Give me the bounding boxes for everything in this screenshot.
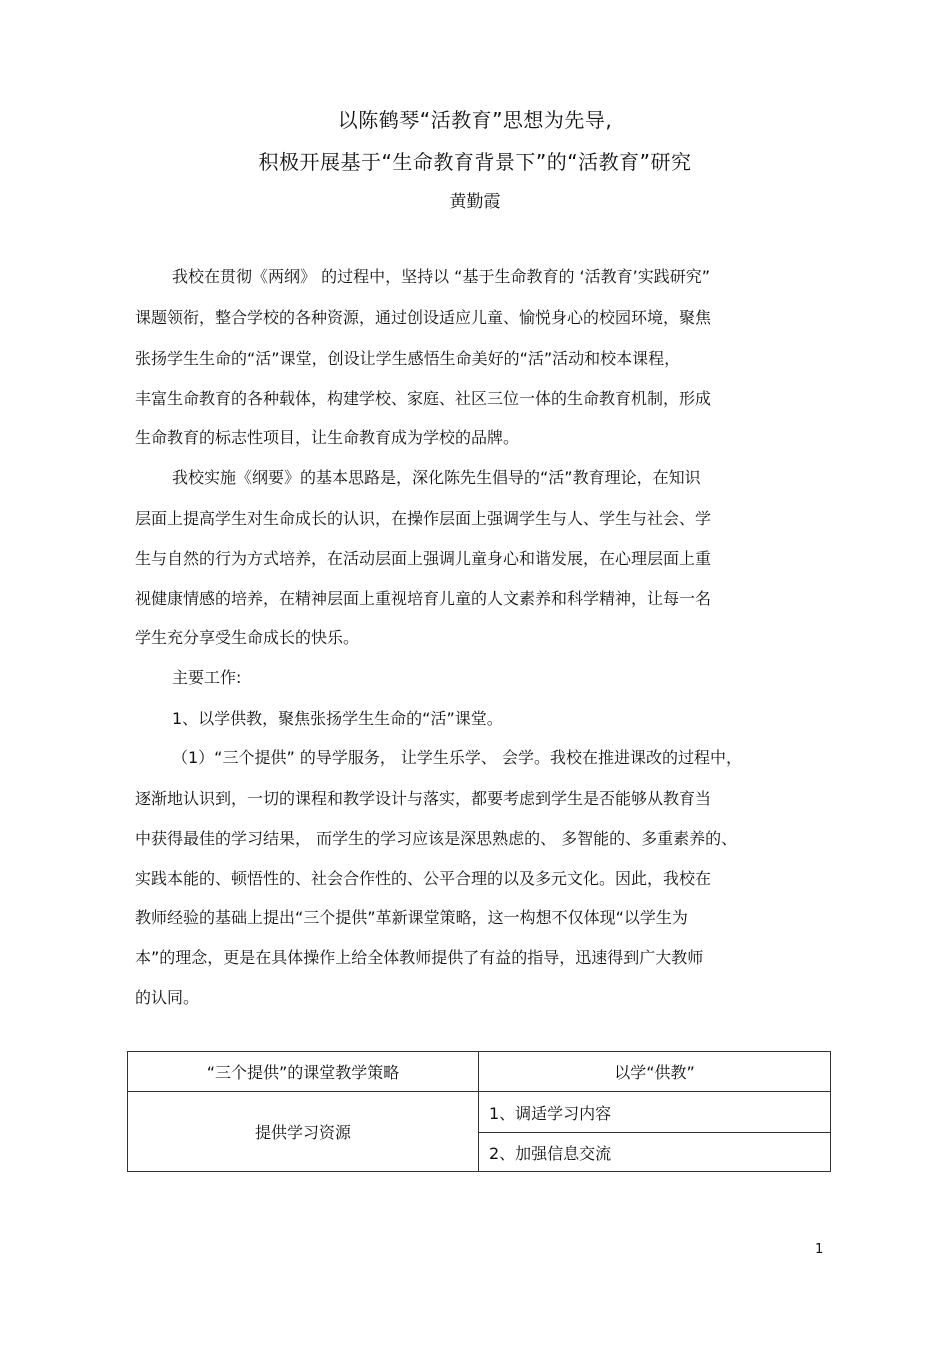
paragraph-3-line: 教师经验的基础上提出“三个提供”革新课堂策略，这一构想不仅体现“以学生为 <box>135 908 688 927</box>
paragraph-2-line: 层面上提高学生对生命成长的认识，在操作层面上强调学生与人、学生与社会、学 <box>135 509 712 528</box>
paragraph-2-line: 学生充分享受生命成长的快乐。 <box>135 628 360 647</box>
table-header-learning: 以学“供教” <box>479 1052 831 1092</box>
main-work-heading: 主要工作: <box>172 668 242 687</box>
title-line-2: 积极开展基于“生命教育背景下”的“活教育”研究 <box>258 150 692 174</box>
title-line-1: 以陈鹤琴“活教育”思想为先导, <box>337 108 613 132</box>
table-cell-item: 1、调适学习内容 <box>479 1092 831 1133</box>
paragraph-1-line: 课题领衔，整合学校的各种资源，通过创设适应儿童、愉悦身心的校园环境，聚焦 <box>135 308 712 327</box>
paragraph-3-line: 实践本能的、顿悟性的、社会合作性的、公平合理的以及多元文化。因此，我校在 <box>135 869 712 888</box>
paragraph-2-line: 我校实施《纲要》的基本思路是，深化陈先生倡导的“活”教育理论，在知识 <box>172 468 701 487</box>
paragraph-3-line: 逐渐地认识到，一切的课程和教学设计与落实，都要考虑到学生是否能够从教育当 <box>135 789 712 808</box>
table-cell-resource-label: 提供学习资源 <box>128 1092 479 1172</box>
table-row <box>128 1092 831 1133</box>
paragraph-2-line: 视健康情感的培养，在精神层面上重视培育儿童的人文素养和科学精神，让每一名 <box>135 589 712 608</box>
item-1-heading: 1、以学供教，聚焦张扬学生生命的“活”课堂。 <box>172 709 503 728</box>
table-header-row <box>128 1052 831 1092</box>
paragraph-1-line: 丰富生命教育的各种载体，构建学校、家庭、社区三位一体的生命教育机制，形成 <box>135 389 712 408</box>
paragraph-3-line: 中获得最佳的学习结果， 而学生的学习应该是深思熟虑的、 多智能的、多重素养的、 <box>135 829 738 848</box>
strategy-table <box>127 1051 831 1172</box>
paragraph-1-line: 张扬学生生命的“活”课堂，创设让学生感悟生命美好的“活”活动和校本课程， <box>135 349 681 368</box>
page-number: 1 <box>815 1242 824 1257</box>
paragraph-1-line: 生命教育的标志性项目，让生命教育成为学校的品牌。 <box>135 428 520 447</box>
paragraph-3-line: 的认同。 <box>135 988 200 1007</box>
paragraph-1-line: 我校在贯彻《两纲》 的过程中，坚持以 “基于生命教育的 ‘活教育’实践研究” <box>172 267 711 286</box>
paragraph-3-line: 本”的理念，更是在具体操作上给全体教师提供了有益的指导，迅速得到广大教师 <box>135 948 704 967</box>
author-name: 黄勤霞 <box>449 192 501 212</box>
paragraph-2-line: 生与自然的行为方式培养，在活动层面上强调儿童身心和谐发展，在心理层面上重 <box>135 549 712 568</box>
table-header-strategy: “三个提供”的课堂教学策略 <box>128 1052 479 1092</box>
table-cell-item: 2、加强信息交流 <box>479 1133 831 1172</box>
paragraph-3-line: （1）“三个提供” 的导学服务， 让学生乐学、 会学。我校在推进课改的过程中， <box>172 748 743 767</box>
